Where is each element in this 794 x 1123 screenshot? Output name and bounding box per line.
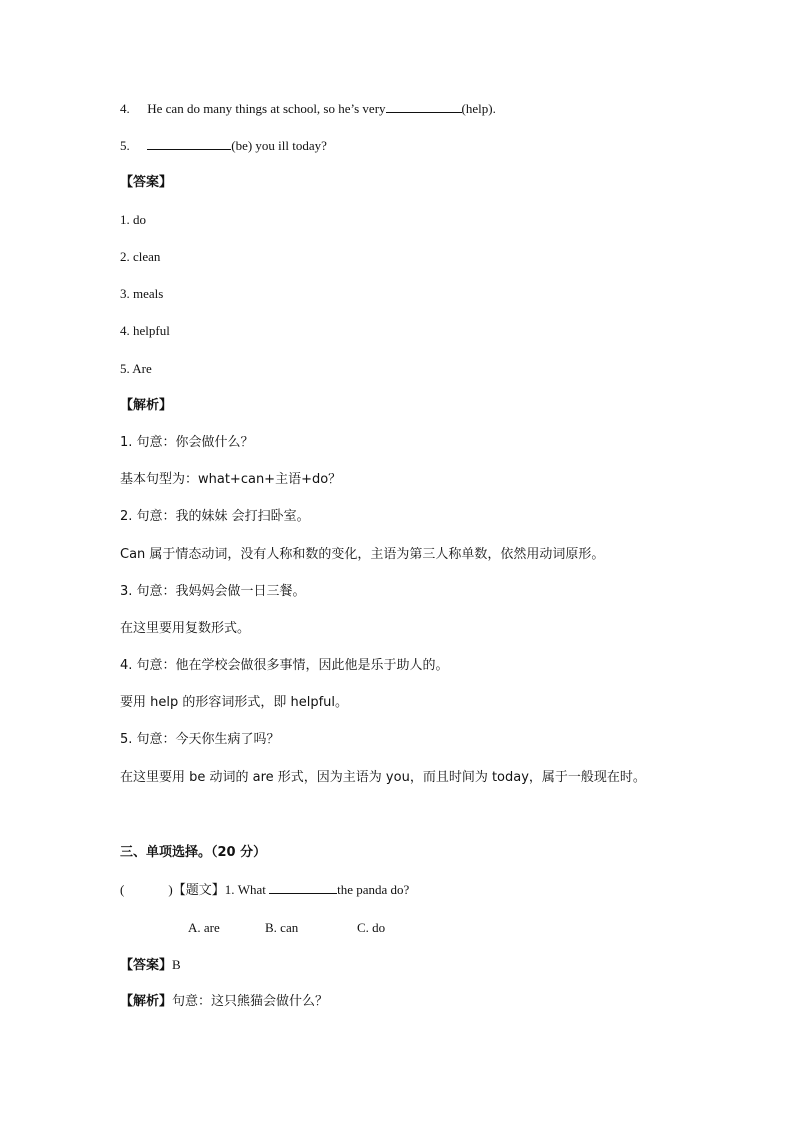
question-text: He can do many things at school, so he’s very (147, 101, 386, 116)
question-4 (120, 100, 496, 118)
analysis-line: 在这里要用复数形式。 (120, 621, 251, 636)
answer-label: 【答案】 (120, 958, 173, 973)
answer-blank (147, 137, 231, 150)
analysis-line: 2. 句意：我的妹妹 会打扫卧室。 (120, 509, 310, 524)
analysis-line: 3. 句意：我妈妈会做一日三餐。 (120, 584, 306, 599)
option-a: A. are (188, 920, 220, 935)
answer-blank (269, 881, 337, 894)
question-hint: (help). (461, 101, 496, 116)
answer-item: 5. Are (120, 361, 152, 376)
paren-open: ( (120, 882, 125, 897)
analysis-line: 4. 句意：他在学校会做很多事情，因此他是乐于助人的。 (120, 658, 449, 673)
choice-answer (120, 956, 181, 975)
answer-blank (386, 100, 462, 113)
option-b: B. can (265, 920, 299, 935)
section-heading: 三、单项选择。（20 分） (120, 845, 267, 860)
answer-heading: 【答案】 (120, 175, 173, 190)
question-number: 4. (120, 101, 130, 116)
answer-item: 2. clean (120, 249, 161, 264)
question-text: 1. What (224, 882, 266, 897)
analysis-label: 【解析】 (120, 994, 173, 1009)
analysis-heading: 【解析】 (120, 398, 173, 413)
answer-item: 3. meals (120, 286, 164, 301)
answer-value: B (172, 957, 181, 972)
analysis-line: 在这里要用 be 动词的 are 形式，因为主语为 you，而且时间为 today，属于一般现在时。 (120, 770, 646, 785)
question-text-after: the panda do? (337, 882, 410, 897)
analysis-line: Can 属于情态动词，没有人称和数的变化，主语为第三人称单数，依然用动词原形。 (120, 547, 605, 562)
analysis-line: 5. 句意：今天你生病了吗？ (120, 732, 280, 747)
question-tag: 【题文】 (172, 883, 225, 898)
analysis-line: 1. 句意：你会做什么？ (120, 435, 254, 450)
answer-item: 4. helpful (120, 323, 170, 338)
analysis-line: 要用 help 的形容词形式，即 helpful。 (120, 695, 349, 710)
option-c: C. do (357, 920, 386, 935)
choice-question (120, 881, 409, 900)
analysis-line: 基本句型为：what+can+主语+do？ (120, 472, 342, 487)
question-text: (be) you ill today? (231, 138, 327, 153)
question-number: 5. (120, 138, 130, 153)
answer-item: 1. do (120, 212, 146, 227)
choice-analysis (120, 993, 328, 1011)
analysis-text: 句意：这只熊猫会做什么？ (172, 994, 329, 1009)
paren-close: ) (168, 882, 173, 897)
question-5 (120, 137, 327, 155)
